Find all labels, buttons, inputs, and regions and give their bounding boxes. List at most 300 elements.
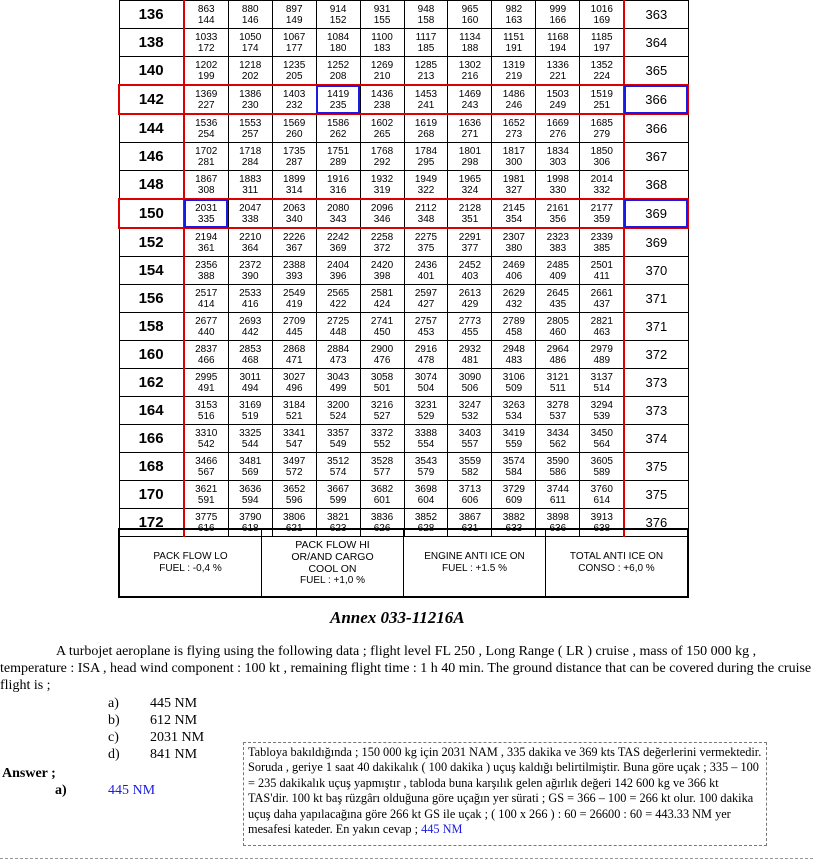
data-cell <box>580 228 625 257</box>
time-value: 596 <box>285 494 303 506</box>
footer-value: FUEL : +1.5 % <box>442 563 507 574</box>
data-cell <box>448 313 492 341</box>
data-cell <box>360 313 404 341</box>
distance-value: 3074 <box>414 371 438 383</box>
footer-title: PACK FLOW HI OR/AND CARGO COOL ON <box>291 539 374 575</box>
time-value: 559 <box>505 438 523 450</box>
data-cell <box>228 85 272 114</box>
data-cell <box>272 453 316 481</box>
data-cell <box>184 1 229 29</box>
distance-value: 2661 <box>590 287 613 299</box>
data-cell <box>316 1 360 29</box>
distance-value: 3543 <box>414 455 438 467</box>
distance-value: 3466 <box>195 455 218 467</box>
time-value: 144 <box>197 14 215 26</box>
tas-cell: 372 <box>624 341 688 369</box>
distance-value: 2339 <box>590 231 613 243</box>
distance-value: 3216 <box>370 399 394 411</box>
time-value: 419 <box>285 298 303 310</box>
distance-value: 2047 <box>239 202 262 214</box>
time-value: 398 <box>373 270 391 282</box>
distance-value: 1202 <box>195 59 218 71</box>
data-cell <box>536 285 580 313</box>
data-cell <box>184 143 229 171</box>
data-cell <box>404 481 448 509</box>
tas-cell: 363 <box>624 1 688 29</box>
distance-value: 3357 <box>326 427 350 439</box>
data-cell <box>184 425 229 453</box>
table-row <box>119 257 688 285</box>
distance-value: 1751 <box>326 145 350 157</box>
distance-value: 3481 <box>239 455 262 467</box>
time-value: 440 <box>197 326 215 338</box>
data-cell <box>228 425 272 453</box>
distance-value: 2420 <box>370 259 394 271</box>
data-cell <box>360 57 404 86</box>
question-text: A turbojet aeroplane is flying using the following data ; flight level FL 250 , Long Range ( LR ) cruise , mass of 150 000 kg , temperature : ISA , head wind component : 100 kt , remaining flight time : 1 h 40 min. The ground distance that can be covered during the cruise flight is ; <box>0 644 812 693</box>
time-value: 611 <box>549 494 566 506</box>
time-value: 292 <box>373 156 391 168</box>
distance-value: 2565 <box>326 287 350 299</box>
mass-cell: 154 <box>119 257 184 285</box>
data-cell <box>492 285 536 313</box>
time-value: 478 <box>417 354 435 366</box>
data-cell <box>316 199 360 228</box>
time-value: 501 <box>373 382 391 394</box>
data-cell <box>316 29 360 57</box>
distance-value: 3263 <box>502 399 525 411</box>
time-value: 254 <box>197 128 215 140</box>
time-value: 390 <box>241 270 259 282</box>
time-value: 284 <box>241 156 259 168</box>
distance-value: 2145 <box>502 202 525 214</box>
time-value: 450 <box>373 326 391 338</box>
time-value: 601 <box>373 494 391 506</box>
time-value: 621 <box>285 522 303 534</box>
data-cell <box>536 1 580 29</box>
footer-title: ENGINE ANTI ICE ON <box>424 551 525 562</box>
data-cell <box>536 143 580 171</box>
option-a-letter: a) <box>108 696 119 711</box>
data-cell <box>272 257 316 285</box>
time-value: 338 <box>241 213 259 225</box>
distance-value: 2677 <box>195 315 218 327</box>
time-value: 335 <box>197 213 215 225</box>
data-cell <box>360 481 404 509</box>
mass-cell: 148 <box>119 171 184 200</box>
data-cell <box>316 228 360 257</box>
explanation-highlight: 445 NM <box>421 822 463 837</box>
mass-cell: 150 <box>119 199 184 228</box>
table-row <box>119 481 688 509</box>
distance-value: 1319 <box>502 59 525 71</box>
table-row <box>119 453 688 481</box>
time-value: 623 <box>329 522 347 534</box>
data-cell <box>360 85 404 114</box>
data-cell <box>404 171 448 200</box>
distance-value: 1486 <box>502 88 525 100</box>
distance-value: 3011 <box>239 371 261 383</box>
option-d-letter: d) <box>108 747 120 762</box>
time-value: 591 <box>197 494 215 506</box>
tas-cell: 374 <box>624 425 688 453</box>
time-value: 582 <box>461 466 479 478</box>
time-value: 260 <box>285 128 303 140</box>
data-cell <box>536 313 580 341</box>
answer-letter: a) <box>55 783 67 798</box>
time-value: 432 <box>505 298 523 310</box>
time-value: 562 <box>549 438 567 450</box>
tas-cell: 366 <box>624 114 688 143</box>
distance-value: 2853 <box>239 343 262 355</box>
time-value: 246 <box>505 99 523 111</box>
distance-value: 2372 <box>239 259 262 271</box>
distance-value: 2645 <box>546 287 569 299</box>
data-cell <box>448 29 492 57</box>
distance-value: 2821 <box>590 315 613 327</box>
data-cell <box>272 313 316 341</box>
distance-value: 3043 <box>326 371 350 383</box>
time-value: 473 <box>329 354 347 366</box>
distance-value: 3621 <box>195 483 218 495</box>
distance-value: 2868 <box>283 343 306 355</box>
data-cell <box>580 143 625 171</box>
distance-value: 2063 <box>283 202 306 214</box>
data-cell <box>360 171 404 200</box>
time-value: 406 <box>505 270 523 282</box>
distance-value: 3867 <box>458 511 482 523</box>
distance-value: 1185 <box>591 31 613 43</box>
distance-value: 1883 <box>239 173 262 185</box>
distance-value: 2932 <box>458 343 482 355</box>
distance-value: 2226 <box>283 231 306 243</box>
distance-value: 1536 <box>195 117 218 129</box>
distance-value: 3419 <box>502 427 525 439</box>
distance-value: 3913 <box>590 511 613 523</box>
time-value: 494 <box>241 382 259 394</box>
time-value: 319 <box>373 184 391 196</box>
distance-value: 1619 <box>414 117 438 129</box>
data-cell <box>492 143 536 171</box>
distance-value: 1235 <box>283 59 306 71</box>
data-cell <box>184 285 229 313</box>
time-value: 489 <box>593 354 611 366</box>
distance-value: 1899 <box>283 173 306 185</box>
distance-value: 2485 <box>546 259 569 271</box>
data-cell <box>360 114 404 143</box>
data-cell <box>316 285 360 313</box>
time-value: 351 <box>461 213 479 225</box>
time-value: 185 <box>417 42 435 54</box>
data-cell <box>228 341 272 369</box>
time-value: 496 <box>285 382 303 394</box>
distance-value: 1669 <box>546 117 569 129</box>
data-cell <box>448 85 492 114</box>
footer-value: CONSO : +6,0 % <box>578 563 655 574</box>
distance-value: 1636 <box>458 117 482 129</box>
data-cell <box>316 397 360 425</box>
mass-cell: 136 <box>119 1 184 29</box>
distance-value: 1252 <box>326 59 350 71</box>
data-cell <box>448 171 492 200</box>
data-cell <box>404 397 448 425</box>
time-value: 169 <box>593 14 611 26</box>
data-cell <box>404 228 448 257</box>
distance-value: 3278 <box>546 399 569 411</box>
footer-value: FUEL : +1,0 % <box>300 575 365 586</box>
time-value: 359 <box>593 213 611 225</box>
distance-value: 2356 <box>195 259 218 271</box>
time-value: 534 <box>505 410 523 422</box>
distance-value: 1050 <box>239 31 262 43</box>
distance-value: 2805 <box>546 315 569 327</box>
data-cell <box>316 313 360 341</box>
distance-value: 2436 <box>414 259 438 271</box>
time-value: 241 <box>417 99 435 111</box>
time-value: 519 <box>241 410 259 422</box>
time-value: 401 <box>417 270 435 282</box>
mass-cell: 140 <box>119 57 184 86</box>
table-row <box>119 114 688 143</box>
data-cell <box>360 369 404 397</box>
distance-value: 3450 <box>590 427 613 439</box>
mass-cell: 162 <box>119 369 184 397</box>
distance-value: 2388 <box>283 259 306 271</box>
time-value: 375 <box>417 242 435 254</box>
distance-value: 2404 <box>326 259 350 271</box>
data-cell <box>360 341 404 369</box>
footer-pack-flow-hi <box>262 530 404 596</box>
data-cell <box>580 425 625 453</box>
distance-value: 3388 <box>414 427 438 439</box>
time-value: 427 <box>417 298 435 310</box>
distance-value: 3153 <box>195 399 218 411</box>
distance-value: 897 <box>285 3 303 15</box>
distance-value: 3512 <box>326 455 350 467</box>
table-row <box>119 397 688 425</box>
time-value: 372 <box>373 242 391 254</box>
tas-cell: 365 <box>624 57 688 86</box>
mass-cell: 144 <box>119 114 184 143</box>
time-value: 429 <box>461 298 479 310</box>
data-cell <box>272 57 316 86</box>
data-cell <box>404 1 448 29</box>
mass-cell: 170 <box>119 481 184 509</box>
time-value: 532 <box>461 410 479 422</box>
distance-value: 2258 <box>370 231 394 243</box>
distance-value: 3294 <box>590 399 613 411</box>
time-value: 385 <box>593 242 611 254</box>
distance-value: 2995 <box>195 371 218 383</box>
distance-value: 2323 <box>546 231 569 243</box>
data-cell <box>580 285 625 313</box>
data-cell <box>492 313 536 341</box>
time-value: 306 <box>593 156 611 168</box>
data-cell <box>580 341 625 369</box>
distance-value: 1850 <box>590 145 613 157</box>
data-cell <box>580 453 625 481</box>
distance-value: 3605 <box>590 455 613 467</box>
data-cell <box>272 143 316 171</box>
mass-cell: 138 <box>119 29 184 57</box>
distance-value: 1134 <box>459 31 481 43</box>
distance-value: 1932 <box>370 173 394 185</box>
time-value: 243 <box>461 99 479 111</box>
distance-value: 2979 <box>590 343 613 355</box>
option-a-text: 445 NM <box>150 696 198 711</box>
data-cell <box>360 285 404 313</box>
table-row <box>119 29 688 57</box>
distance-value: 1503 <box>546 88 569 100</box>
time-value: 300 <box>505 156 523 168</box>
distance-value: 948 <box>417 3 435 15</box>
time-value: 194 <box>549 42 567 54</box>
time-value: 416 <box>241 298 259 310</box>
time-value: 631 <box>461 522 479 534</box>
table-row <box>119 85 688 114</box>
mass-cell: 166 <box>119 425 184 453</box>
distance-value: 2517 <box>195 287 218 299</box>
data-cell <box>580 397 625 425</box>
distance-value: 2757 <box>414 315 438 327</box>
data-cell <box>360 453 404 481</box>
data-cell <box>228 369 272 397</box>
footer-value: FUEL : -0,4 % <box>159 563 222 574</box>
distance-value: 1151 <box>503 31 525 43</box>
time-value: 213 <box>417 70 435 82</box>
time-value: 289 <box>329 156 347 168</box>
time-value: 584 <box>505 466 523 478</box>
distance-value: 2916 <box>414 343 438 355</box>
time-value: 435 <box>549 298 567 310</box>
tas-cell: 371 <box>624 313 688 341</box>
time-value: 166 <box>549 14 567 26</box>
distance-value: 1352 <box>590 59 613 71</box>
distance-value: 1033 <box>195 31 218 43</box>
distance-value: 2242 <box>326 231 350 243</box>
data-cell <box>316 257 360 285</box>
distance-value: 2964 <box>546 343 569 355</box>
time-value: 453 <box>417 326 435 338</box>
distance-value: 3898 <box>546 511 569 523</box>
distance-value: 2291 <box>458 231 482 243</box>
data-cell <box>228 29 272 57</box>
data-cell <box>536 228 580 257</box>
time-value: 544 <box>241 438 259 450</box>
distance-value: 3652 <box>283 483 306 495</box>
time-value: 356 <box>549 213 567 225</box>
time-value: 271 <box>461 128 479 140</box>
distance-value: 3090 <box>458 371 482 383</box>
time-value: 191 <box>505 42 523 54</box>
time-value: 361 <box>197 242 215 254</box>
data-cell <box>360 1 404 29</box>
data-cell <box>228 114 272 143</box>
distance-value: 1369 <box>195 88 218 100</box>
table-row <box>119 143 688 171</box>
time-value: 554 <box>417 438 435 450</box>
distance-value: 2693 <box>239 315 262 327</box>
time-value: 219 <box>505 70 523 82</box>
data-cell <box>360 228 404 257</box>
time-value: 177 <box>285 42 303 54</box>
data-cell <box>404 143 448 171</box>
data-cell <box>360 397 404 425</box>
time-value: 265 <box>373 128 391 140</box>
data-cell <box>184 57 229 86</box>
data-cell <box>404 453 448 481</box>
correction-footer <box>118 528 689 598</box>
data-cell <box>492 85 536 114</box>
time-value: 152 <box>329 14 347 26</box>
distance-value: 2549 <box>283 287 306 299</box>
data-cell <box>448 57 492 86</box>
time-value: 346 <box>373 213 391 225</box>
time-value: 273 <box>505 128 523 140</box>
data-cell <box>184 228 229 257</box>
distance-value: 3636 <box>239 483 262 495</box>
tas-cell: 369 <box>624 199 688 228</box>
time-value: 298 <box>461 156 479 168</box>
time-value: 311 <box>242 184 259 196</box>
distance-value: 2112 <box>415 202 437 214</box>
data-cell <box>184 85 229 114</box>
time-value: 348 <box>417 213 435 225</box>
distance-value: 1469 <box>458 88 482 100</box>
mass-cell: 164 <box>119 397 184 425</box>
data-cell <box>404 425 448 453</box>
data-cell <box>448 199 492 228</box>
tas-cell: 370 <box>624 257 688 285</box>
data-cell <box>360 29 404 57</box>
time-value: 437 <box>593 298 611 310</box>
distance-value: 1453 <box>414 88 438 100</box>
data-cell <box>272 85 316 114</box>
distance-value: 1801 <box>458 145 482 157</box>
data-cell <box>272 171 316 200</box>
data-cell <box>272 285 316 313</box>
time-value: 577 <box>373 466 391 478</box>
data-cell <box>404 257 448 285</box>
footer-engine-anti-ice <box>404 530 546 596</box>
distance-value: 1768 <box>370 145 394 157</box>
distance-value: 3310 <box>195 427 218 439</box>
distance-value: 2177 <box>590 202 613 214</box>
data-cell <box>492 341 536 369</box>
table-row <box>119 228 688 257</box>
data-cell <box>272 425 316 453</box>
distance-value: 3497 <box>283 455 306 467</box>
time-value: 343 <box>329 213 347 225</box>
distance-value: 1269 <box>370 59 394 71</box>
data-cell <box>316 341 360 369</box>
data-cell <box>228 143 272 171</box>
distance-value: 3836 <box>370 511 394 523</box>
tas-cell: 375 <box>624 453 688 481</box>
data-cell <box>404 85 448 114</box>
data-cell <box>404 285 448 313</box>
distance-value: 2581 <box>370 287 394 299</box>
data-cell <box>272 199 316 228</box>
data-cell <box>492 57 536 86</box>
data-cell <box>228 228 272 257</box>
distance-value: 3574 <box>502 455 525 467</box>
time-value: 249 <box>549 99 567 111</box>
time-value: 354 <box>505 213 523 225</box>
mass-cell: 156 <box>119 285 184 313</box>
time-value: 197 <box>593 42 611 54</box>
table-row <box>119 199 688 228</box>
